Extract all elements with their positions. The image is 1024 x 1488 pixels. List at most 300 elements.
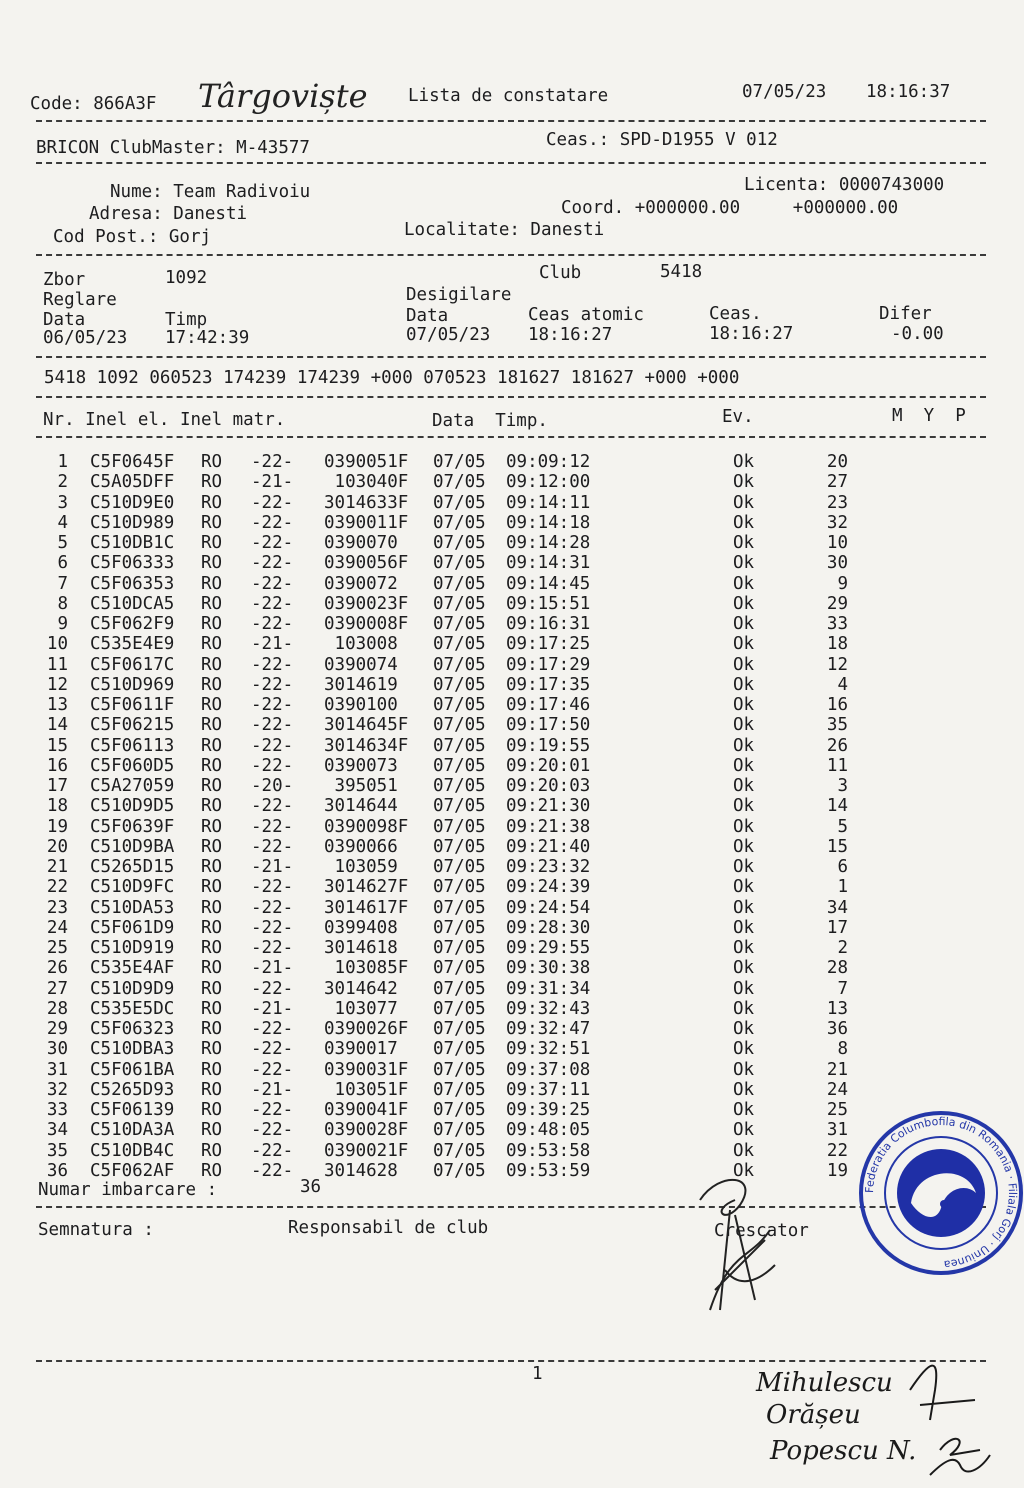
cell-el: C5265D93 [90, 1079, 175, 1100]
cell-matr: 0390023F [324, 593, 409, 614]
cell-el: C5F062F9 [90, 614, 175, 634]
cell-nr: 29 [46, 1019, 68, 1039]
cell-yr: -21- [251, 1079, 294, 1100]
cell-matr: 0390017 [324, 1039, 409, 1060]
cell-time: 09:14:28 [506, 533, 591, 553]
cell-matr: 103008 [324, 634, 409, 655]
cell-ro: RO [201, 796, 223, 817]
cell-time: 09:31:34 [506, 978, 591, 999]
cell-ro: RO [201, 452, 223, 472]
desigilare-date: 07/05/23 [406, 325, 491, 345]
cell-el: C5F0611F [90, 695, 175, 715]
cell-ro: RO [201, 735, 223, 756]
cell-matr: 3014644 [324, 796, 409, 817]
cell-n: 10 [826, 533, 848, 553]
cell-ro: RO [201, 512, 223, 533]
data-label: Data [43, 310, 86, 330]
cell-ev: Ok [733, 877, 755, 898]
divider [36, 1206, 986, 1208]
cell-matr: 0390056F [324, 553, 409, 574]
cell-ev: Ok [733, 796, 755, 817]
cell-nr: 26 [46, 958, 68, 979]
cell-nr: 19 [46, 816, 68, 837]
cell-yr: -22- [251, 796, 294, 817]
cell-ev: Ok [733, 958, 755, 979]
cell-n: 34 [826, 897, 848, 918]
cell-n: 7 [837, 978, 848, 999]
cell-ro: RO [201, 593, 223, 614]
cell-el: C510DBA3 [90, 1039, 175, 1060]
cell-n: 23 [826, 492, 848, 513]
cell-ro: RO [201, 533, 223, 553]
initials-signatures [900, 1350, 1010, 1480]
cell-yr: -22- [251, 917, 294, 938]
cell-n: 13 [826, 998, 848, 1019]
cell-n: 22 [826, 1140, 848, 1161]
cell-yr: -21- [251, 958, 294, 979]
cell-nr: 8 [57, 593, 68, 614]
table-row [0, 1080, 1024, 1100]
cell-date: 07/05 [433, 634, 486, 655]
cell-time: 09:15:51 [506, 593, 591, 614]
cell-matr: 0390011F [324, 512, 409, 533]
table-row [0, 736, 1024, 756]
cell-el: C510D989 [90, 512, 175, 533]
cell-matr: 103077 [324, 998, 409, 1019]
cell-nr: 31 [46, 1059, 68, 1080]
cell-time: 09:21:38 [506, 816, 591, 837]
cell-yr: -22- [251, 553, 294, 574]
cell-time: 09:29:55 [506, 938, 591, 958]
cell-el: C510DCA5 [90, 593, 175, 614]
difer-label: Difer [879, 304, 932, 324]
divider [36, 396, 986, 398]
cell-ev: Ok [733, 978, 755, 999]
handwritten-name-1: Mihulescu [756, 1368, 893, 1398]
table-row [0, 513, 1024, 533]
cell-nr: 13 [46, 695, 68, 715]
cell-n: 2 [837, 938, 848, 958]
cell-el: C5F06113 [90, 735, 175, 756]
cell-ro: RO [201, 958, 223, 979]
cell-el: C5A05DFF [90, 472, 175, 493]
cell-time: 09:32:43 [506, 998, 591, 1019]
cell-ev: Ok [733, 1079, 755, 1100]
cell-yr: -21- [251, 634, 294, 655]
cell-nr: 7 [57, 573, 68, 594]
cell-date: 07/05 [433, 533, 486, 553]
cell-time: 09:16:31 [506, 614, 591, 634]
cell-ro: RO [201, 816, 223, 837]
clubmaster-label: BRICON ClubMaster: M-43577 [36, 138, 310, 158]
table-row [0, 553, 1024, 573]
table-row [0, 999, 1024, 1019]
cell-n: 32 [826, 512, 848, 533]
cell-date: 07/05 [433, 1100, 486, 1120]
cell-ro: RO [201, 1160, 223, 1181]
cell-yr: -22- [251, 1059, 294, 1080]
cell-time: 09:14:18 [506, 512, 591, 533]
table-row [0, 938, 1024, 958]
cell-ev: Ok [733, 614, 755, 634]
cell-n: 24 [826, 1079, 848, 1100]
cell-ro: RO [201, 1059, 223, 1080]
ceas-atomic-value: 18:16:27 [528, 325, 613, 345]
cell-date: 07/05 [433, 998, 486, 1019]
adresa-field: Adresa: Danesti [89, 204, 248, 224]
cell-matr: 0390073 [324, 755, 409, 776]
cell-ro: RO [201, 1120, 223, 1141]
cell-date: 07/05 [433, 573, 486, 594]
cell-ro: RO [201, 917, 223, 938]
cell-nr: 6 [57, 553, 68, 574]
cell-yr: -22- [251, 1019, 294, 1039]
cell-ev: Ok [733, 472, 755, 493]
cell-ro: RO [201, 1019, 223, 1039]
cell-date: 07/05 [433, 492, 486, 513]
code-label: Code: 866A3F [30, 94, 157, 114]
cell-date: 07/05 [433, 593, 486, 614]
cell-n: 9 [837, 573, 848, 594]
table-row [0, 918, 1024, 938]
desigilare-label: Desigilare [406, 285, 512, 305]
cell-ev: Ok [733, 715, 755, 736]
cell-el: C5F0645F [90, 452, 175, 472]
cell-el: C510D969 [90, 674, 175, 695]
cell-ro: RO [201, 1100, 223, 1120]
cell-ev: Ok [733, 492, 755, 513]
cell-time: 09:17:25 [506, 634, 591, 655]
divider [36, 162, 986, 164]
cell-el: C5F060D5 [90, 755, 175, 776]
cell-ev: Ok [733, 755, 755, 776]
ceas-atomic-label: Ceas atomic [528, 305, 644, 325]
handwritten-name-2: Orășeu [766, 1400, 861, 1430]
cell-time: 09:24:54 [506, 897, 591, 918]
cell-yr: -22- [251, 755, 294, 776]
cell-time: 09:14:31 [506, 553, 591, 574]
cell-time: 09:17:29 [506, 654, 591, 675]
cell-yr: -22- [251, 492, 294, 513]
cell-ro: RO [201, 472, 223, 493]
cell-date: 07/05 [433, 755, 486, 776]
cell-date: 07/05 [433, 1120, 486, 1141]
cell-n: 30 [826, 553, 848, 574]
cell-time: 09:12:00 [506, 472, 591, 493]
cell-ro: RO [201, 1039, 223, 1060]
cell-yr: -22- [251, 877, 294, 898]
cell-time: 09:32:51 [506, 1039, 591, 1060]
cell-date: 07/05 [433, 735, 486, 756]
cell-matr: 0390008F [324, 614, 409, 634]
page-number: 1 [532, 1364, 543, 1384]
cell-nr: 10 [46, 634, 68, 655]
cell-yr: -22- [251, 452, 294, 472]
cell-yr: -22- [251, 1039, 294, 1060]
cell-yr: -21- [251, 998, 294, 1019]
cell-matr: 103059 [324, 857, 409, 877]
table-row [0, 857, 1024, 877]
numar-imbarcare-label: Numar imbarcare : [38, 1180, 218, 1200]
cell-ro: RO [201, 573, 223, 594]
cell-nr: 35 [46, 1140, 68, 1161]
cell-ev: Ok [733, 836, 755, 857]
cell-el: C510DB1C [90, 533, 175, 553]
cell-ro: RO [201, 998, 223, 1019]
cell-ev: Ok [733, 695, 755, 715]
club-stamp-seal [856, 1108, 1024, 1278]
cell-nr: 21 [46, 857, 68, 877]
cell-nr: 36 [46, 1160, 68, 1181]
cell-yr: -21- [251, 472, 294, 493]
cell-n: 27 [826, 472, 848, 493]
table-row [0, 1019, 1024, 1039]
cell-ev: Ok [733, 674, 755, 695]
coord-field: Coord. +000000.00 +000000.00 [561, 198, 899, 218]
cell-nr: 11 [46, 654, 68, 675]
cell-n: 36 [826, 1019, 848, 1039]
cell-n: 25 [826, 1100, 848, 1120]
cell-date: 07/05 [433, 877, 486, 898]
cell-ev: Ok [733, 634, 755, 655]
cell-yr: -22- [251, 593, 294, 614]
cell-matr: 3014645F [324, 715, 409, 736]
cell-date: 07/05 [433, 512, 486, 533]
cell-el: C5F062AF [90, 1160, 175, 1181]
cell-time: 09:32:47 [506, 1019, 591, 1039]
table-row [0, 715, 1024, 735]
cell-ro: RO [201, 836, 223, 857]
cell-n: 15 [826, 836, 848, 857]
cell-n: 11 [826, 755, 848, 776]
cell-ro: RO [201, 715, 223, 736]
reglare-date: 06/05/23 [43, 328, 128, 348]
table-row [0, 877, 1024, 897]
cell-matr: 0399408 [324, 917, 409, 938]
cell-ev: Ok [733, 593, 755, 614]
cell-nr: 1 [57, 452, 68, 472]
cell-ev: Ok [733, 816, 755, 837]
cell-yr: -22- [251, 715, 294, 736]
cell-ro: RO [201, 897, 223, 918]
table-row [0, 452, 1024, 472]
divider [36, 254, 986, 256]
table-row [0, 614, 1024, 634]
table-row [0, 837, 1024, 857]
cell-n: 29 [826, 593, 848, 614]
cell-date: 07/05 [433, 695, 486, 715]
cell-el: C535E4E9 [90, 634, 175, 655]
numar-imbarcare-value: 36 [300, 1177, 322, 1197]
cell-date: 07/05 [433, 958, 486, 979]
cell-ev: Ok [733, 553, 755, 574]
cell-n: 33 [826, 614, 848, 634]
zbor-label: Zbor [43, 270, 86, 290]
cell-time: 09:24:39 [506, 877, 591, 898]
cell-n: 31 [826, 1120, 848, 1141]
cell-el: C510DB4C [90, 1140, 175, 1161]
cell-el: C510D9BA [90, 836, 175, 857]
cell-el: C510D9E0 [90, 492, 175, 513]
cell-ro: RO [201, 614, 223, 634]
cell-time: 09:28:30 [506, 917, 591, 938]
table-row [0, 634, 1024, 654]
cell-yr: -22- [251, 1160, 294, 1181]
ceas-label: Ceas.: SPD-D1955 V 012 [546, 130, 778, 150]
cell-yr: -22- [251, 897, 294, 918]
cell-matr: 0390098F [324, 816, 409, 837]
table-row [0, 756, 1024, 776]
club-value: 5418 [660, 262, 703, 282]
cell-matr: 0390026F [324, 1019, 409, 1039]
cell-el: C510DA3A [90, 1120, 175, 1141]
cell-ev: Ok [733, 917, 755, 938]
cell-time: 09:19:55 [506, 735, 591, 756]
cell-ev: Ok [733, 1120, 755, 1141]
cell-ev: Ok [733, 452, 755, 472]
cell-matr: 0390100 [324, 695, 409, 715]
cell-matr: 0390051F [324, 452, 409, 472]
cell-matr: 3014619 [324, 674, 409, 695]
cell-date: 07/05 [433, 472, 486, 493]
cell-ro: RO [201, 877, 223, 898]
col-data-timp: Data Timp. [432, 411, 548, 431]
cell-nr: 20 [46, 836, 68, 857]
cell-matr: 0390031F [324, 1059, 409, 1080]
cell-n: 1 [837, 877, 848, 898]
cell-n: 3 [837, 776, 848, 796]
cell-nr: 17 [46, 776, 68, 796]
table-row [0, 675, 1024, 695]
cell-date: 07/05 [433, 654, 486, 675]
col-myp: M Y P [892, 406, 966, 426]
cell-el: C510D919 [90, 938, 175, 958]
cell-nr: 22 [46, 877, 68, 898]
cell-date: 07/05 [433, 1039, 486, 1060]
cell-time: 09:21:40 [506, 836, 591, 857]
cell-yr: -22- [251, 695, 294, 715]
cell-n: 8 [837, 1039, 848, 1060]
cell-matr: 3014642 [324, 978, 409, 999]
cell-n: 4 [837, 674, 848, 695]
cell-ev: Ok [733, 938, 755, 958]
cell-time: 09:21:30 [506, 796, 591, 817]
cell-el: C5F061BA [90, 1059, 175, 1080]
table-row [0, 695, 1024, 715]
cell-el: C510DA53 [90, 897, 175, 918]
cell-nr: 14 [46, 715, 68, 736]
table-row [0, 817, 1024, 837]
document-title: Lista de constatare [408, 86, 609, 106]
divider [36, 120, 986, 122]
localitate-field: Localitate: Danesti [404, 220, 605, 240]
cell-time: 09:37:08 [506, 1059, 591, 1080]
des-data-label: Data [406, 306, 449, 326]
cell-n: 16 [826, 695, 848, 715]
table-row [0, 472, 1024, 492]
cell-el: C5F06333 [90, 553, 175, 574]
cell-time: 09:30:38 [506, 958, 591, 979]
cell-matr: 3014627F [324, 877, 409, 898]
cell-el: C5F06139 [90, 1100, 175, 1120]
cell-date: 07/05 [433, 816, 486, 837]
cell-ro: RO [201, 776, 223, 796]
table-row [0, 655, 1024, 675]
responsabil-label: Responsabil de club [288, 1218, 489, 1238]
cell-el: C5A27059 [90, 776, 175, 796]
cell-nr: 18 [46, 796, 68, 817]
timp-label: Timp [165, 310, 208, 330]
licenta-field: Licenta: 0000743000 [744, 175, 945, 195]
cell-n: 5 [837, 816, 848, 837]
cell-time: 09:14:45 [506, 573, 591, 594]
cell-n: 28 [826, 958, 848, 979]
cell-date: 07/05 [433, 1059, 486, 1080]
cell-el: C5F061D9 [90, 917, 175, 938]
divider [36, 1360, 986, 1362]
cell-yr: -21- [251, 857, 294, 877]
reglare-label: Reglare [43, 290, 117, 310]
cell-date: 07/05 [433, 553, 486, 574]
cell-n: 18 [826, 634, 848, 655]
cell-matr: 3014618 [324, 938, 409, 958]
cell-yr: -22- [251, 1140, 294, 1161]
cell-date: 07/05 [433, 938, 486, 958]
crescator-label: Crescator [714, 1221, 809, 1241]
table-row [0, 958, 1024, 978]
cell-nr: 3 [57, 492, 68, 513]
table-row [0, 979, 1024, 999]
cell-yr: -22- [251, 512, 294, 533]
cell-time: 09:53:59 [506, 1160, 591, 1181]
cell-ro: RO [201, 674, 223, 695]
table-row [0, 574, 1024, 594]
cell-time: 09:14:11 [506, 492, 591, 513]
cell-el: C510D9FC [90, 877, 175, 898]
table-row [0, 533, 1024, 553]
cell-ro: RO [201, 755, 223, 776]
table-row [0, 1060, 1024, 1080]
cell-yr: -22- [251, 978, 294, 999]
cell-ev: Ok [733, 776, 755, 796]
cell-yr: -22- [251, 614, 294, 634]
cell-matr: 3014628 [324, 1160, 409, 1181]
cell-date: 07/05 [433, 836, 486, 857]
col-ev: Ev. [722, 407, 754, 427]
cell-nr: 27 [46, 978, 68, 999]
cell-date: 07/05 [433, 796, 486, 817]
cell-yr: -22- [251, 654, 294, 675]
cell-date: 07/05 [433, 1140, 486, 1161]
cell-time: 09:20:03 [506, 776, 591, 796]
cell-el: C5F0639F [90, 816, 175, 837]
cell-ev: Ok [733, 998, 755, 1019]
handwritten-name-3: Popescu N. [770, 1436, 917, 1466]
cell-ev: Ok [733, 1140, 755, 1161]
cell-nr: 5 [57, 533, 68, 553]
cell-ev: Ok [733, 1019, 755, 1039]
cell-yr: -22- [251, 674, 294, 695]
cell-matr: 0390028F [324, 1120, 409, 1141]
col-nr-inel: Nr. Inel el. Inel matr. [43, 410, 286, 430]
cell-matr: 3014617F [324, 897, 409, 918]
cell-nr: 34 [46, 1120, 68, 1141]
reglare-time: 17:42:39 [165, 328, 250, 348]
cell-nr: 24 [46, 917, 68, 938]
cell-ro: RO [201, 654, 223, 675]
cell-yr: -22- [251, 938, 294, 958]
header-date: 07/05/23 [742, 82, 827, 102]
